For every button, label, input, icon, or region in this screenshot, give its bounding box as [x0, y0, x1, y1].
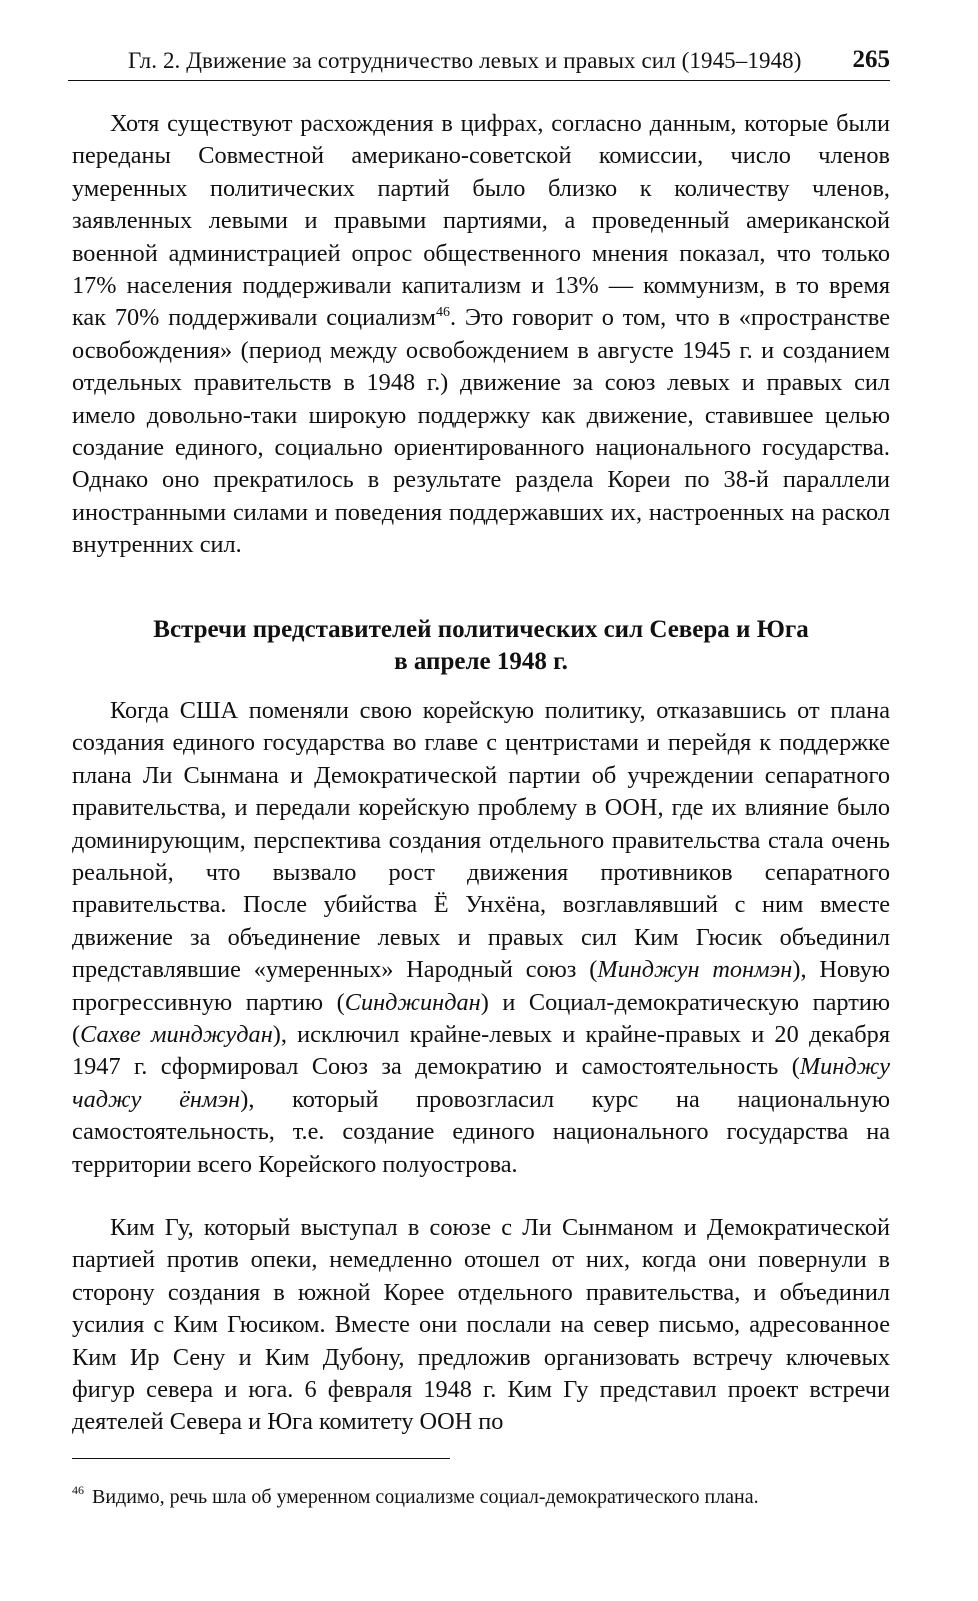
paragraph-3	[72, 1212, 890, 1439]
paragraph-1-text-b: . Это говорит о том, что в «пространстве освобождения» (период между освобождением в августе 1945 г. и созданием отдельных правительств в 1948 г.) движение за союз левых и правых сил имело довольно-таки широкую поддержку как движение, ставившее целью создание единого, социально ориентированного национального государства. Однако оно прекратилось в результате раздела Кореи по 38-й параллели иностранными силами и поведения поддержавших их, настроенных на раскол внутренних сил.	[72, 304, 890, 559]
term-sakhve-minjudan: Сахве минджудан	[80, 1021, 273, 1049]
paragraph-2-text-a: Когда США поменяли свою корейскую политику, отказавшись от плана создания единого государства во главе с центристами и перейдя к поддержке плана Ли Сынмана и Демократической партии об учреждении сепаратного правительства, и передали корейскую проблему в ООН, где их влияние было доминирующим, перспектива создания отдельного правительства стала очень реальной, что вызвало рост движения противников сепаратного правительства. После убийства Ё Унхёна, возглавлявший с ним вместе движение за объединение левых и правых сил Ким Гюсик объединил представлявшие «умеренных» Народный союз (	[72, 697, 890, 984]
running-header	[68, 40, 890, 81]
term-minjun-tonmen: Минджун тонмэн	[597, 956, 793, 984]
footnote-number: 46	[72, 1483, 84, 1497]
section-heading	[72, 614, 890, 678]
running-header-title: Гл. 2. Движение за сотрудничество левых и правых сил (1945–1948)	[128, 48, 802, 73]
section-heading-line-2: в апреле 1948 г.	[394, 648, 568, 675]
term-sinjindan: Синджиндан	[344, 988, 481, 1016]
paragraph-2-text-c: ) и Социал-демократическую партию (	[72, 988, 890, 1049]
paragraph-1	[72, 108, 890, 562]
footnote-text: Видимо, речь шла об умеренном социализме социал-демократического плана.	[92, 1486, 759, 1508]
paragraph-2-text-d: ), исключил крайне-левых и крайне-правых и 20 декабря 1947 г. сформировал Союз за демократию и самостоятельность (	[72, 1021, 890, 1081]
paragraph-2	[72, 695, 890, 1181]
paragraph-3-text: Ким Гу, который выступал в союзе с Ли Сынманом и Демократической партией против опеки, немедленно отошел от них, когда они повернули в сторону создания в южной Корее отдельного правительства, и объединил усилия с Ким Гюсиком. Вместе они послали на север письмо, адресованное Ким Ир Сену и Ким Дубону, предложив организовать встречу ключевых фигур севера и юга. 6 февраля 1948 г. Ким Гу представил проект встречи деятелей Севера и Юга комитету ООН по	[72, 1214, 890, 1436]
page-number: 265	[852, 46, 890, 73]
paragraph-2-text-e: ), который провозгласил курс на национальную самостоятельность, т.е. создание единого национального государства на территории всего Корейского полуострова.	[72, 1085, 890, 1178]
footnote-reference[interactable]: 46	[435, 305, 450, 321]
paragraph-1-text-a: Хотя существуют расхождения в цифрах, согласно данным, которые были переданы Совместной американо-советской комиссии, число членов умеренных политических партий было близко к количеству членов, заявленных левыми и правыми партиями, а проведенный американской военной администрацией опрос общественного мнения показал, что только 17% населения поддерживали капитализм и 13% — коммунизм, в то время как 70% поддерживали социализм	[72, 110, 890, 332]
footnote	[72, 1484, 890, 1510]
section-heading-line-1: Встречи представителей политических сил Севера и Юга	[153, 616, 809, 643]
term-minju-chaju-yonmen: Минджу чаджу ёнмэн	[72, 1053, 890, 1113]
footnote-divider	[72, 1458, 450, 1459]
paragraph-2-text-b: ), Новую прогрессивную партию (	[72, 956, 890, 1016]
